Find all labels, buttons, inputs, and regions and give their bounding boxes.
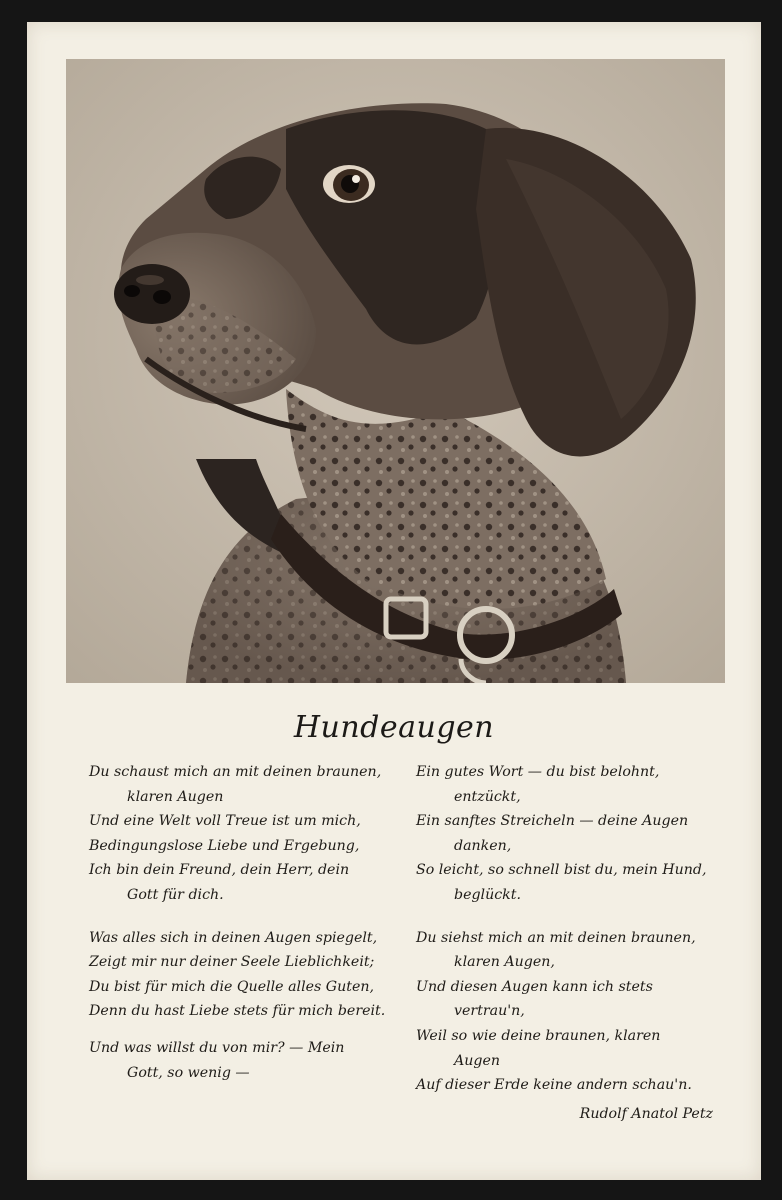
poem-line: Ich bin dein Freund, dein Herr, dein xyxy=(89,862,350,879)
dog-portrait-illustration xyxy=(66,59,725,683)
poem-line: klaren Augen, xyxy=(454,954,555,971)
poem-line: Auf dieser Erde keine andern schau'n. xyxy=(416,1077,692,1094)
poem-left-column xyxy=(89,760,389,1085)
poem-line: So leicht, so schnell bist du, mein Hund, xyxy=(416,862,707,879)
poem-line: Denn du hast Liebe stets für mich bereit. xyxy=(89,1003,386,1020)
poem-line: Was alles sich in deinen Augen spiegelt, xyxy=(89,929,378,946)
poem-line: Bedingungslose Liebe und Ergebung, xyxy=(89,837,360,854)
poem-line: beglückt. xyxy=(454,886,521,903)
poem-line: klaren Augen xyxy=(127,788,224,805)
postcard xyxy=(27,22,761,1180)
dog-photograph xyxy=(66,59,725,683)
poem-line: Und diesen Augen kann ich stets xyxy=(416,978,653,995)
poem-line: entzückt, xyxy=(454,788,521,805)
poem-line: Du schaust mich an mit deinen braunen, xyxy=(89,764,382,780)
poem-right-column xyxy=(416,760,721,1126)
poem-line: Augen xyxy=(454,1052,500,1069)
poem-line: Weil so wie deine braunen, klaren xyxy=(416,1027,661,1044)
poem-line: Und was willst du von mir? — Mein xyxy=(89,1039,345,1056)
poem-author: Rudolf Anatol Petz xyxy=(579,1105,713,1122)
poem-line: Du siehst mich an mit deinen braunen, xyxy=(416,929,696,946)
poem-line: Gott, so wenig — xyxy=(127,1064,250,1081)
poem-line: Ein gutes Wort — du bist belohnt, xyxy=(416,764,660,780)
poem-line: Und eine Welt voll Treue ist um mich, xyxy=(89,813,361,830)
poem-line: Ein sanftes Streicheln — deine Augen xyxy=(416,813,689,830)
poem-line: danken, xyxy=(454,837,512,854)
poem-line: vertrau'n, xyxy=(454,1003,525,1020)
poem-line: Zeigt mir nur deiner Seele Lieblichkeit; xyxy=(89,954,375,971)
poem-line: Du bist für mich die Quelle alles Guten, xyxy=(89,978,375,995)
poem-line: Gott für dich. xyxy=(127,886,224,903)
poem-title: Hundeaugen xyxy=(293,710,495,745)
